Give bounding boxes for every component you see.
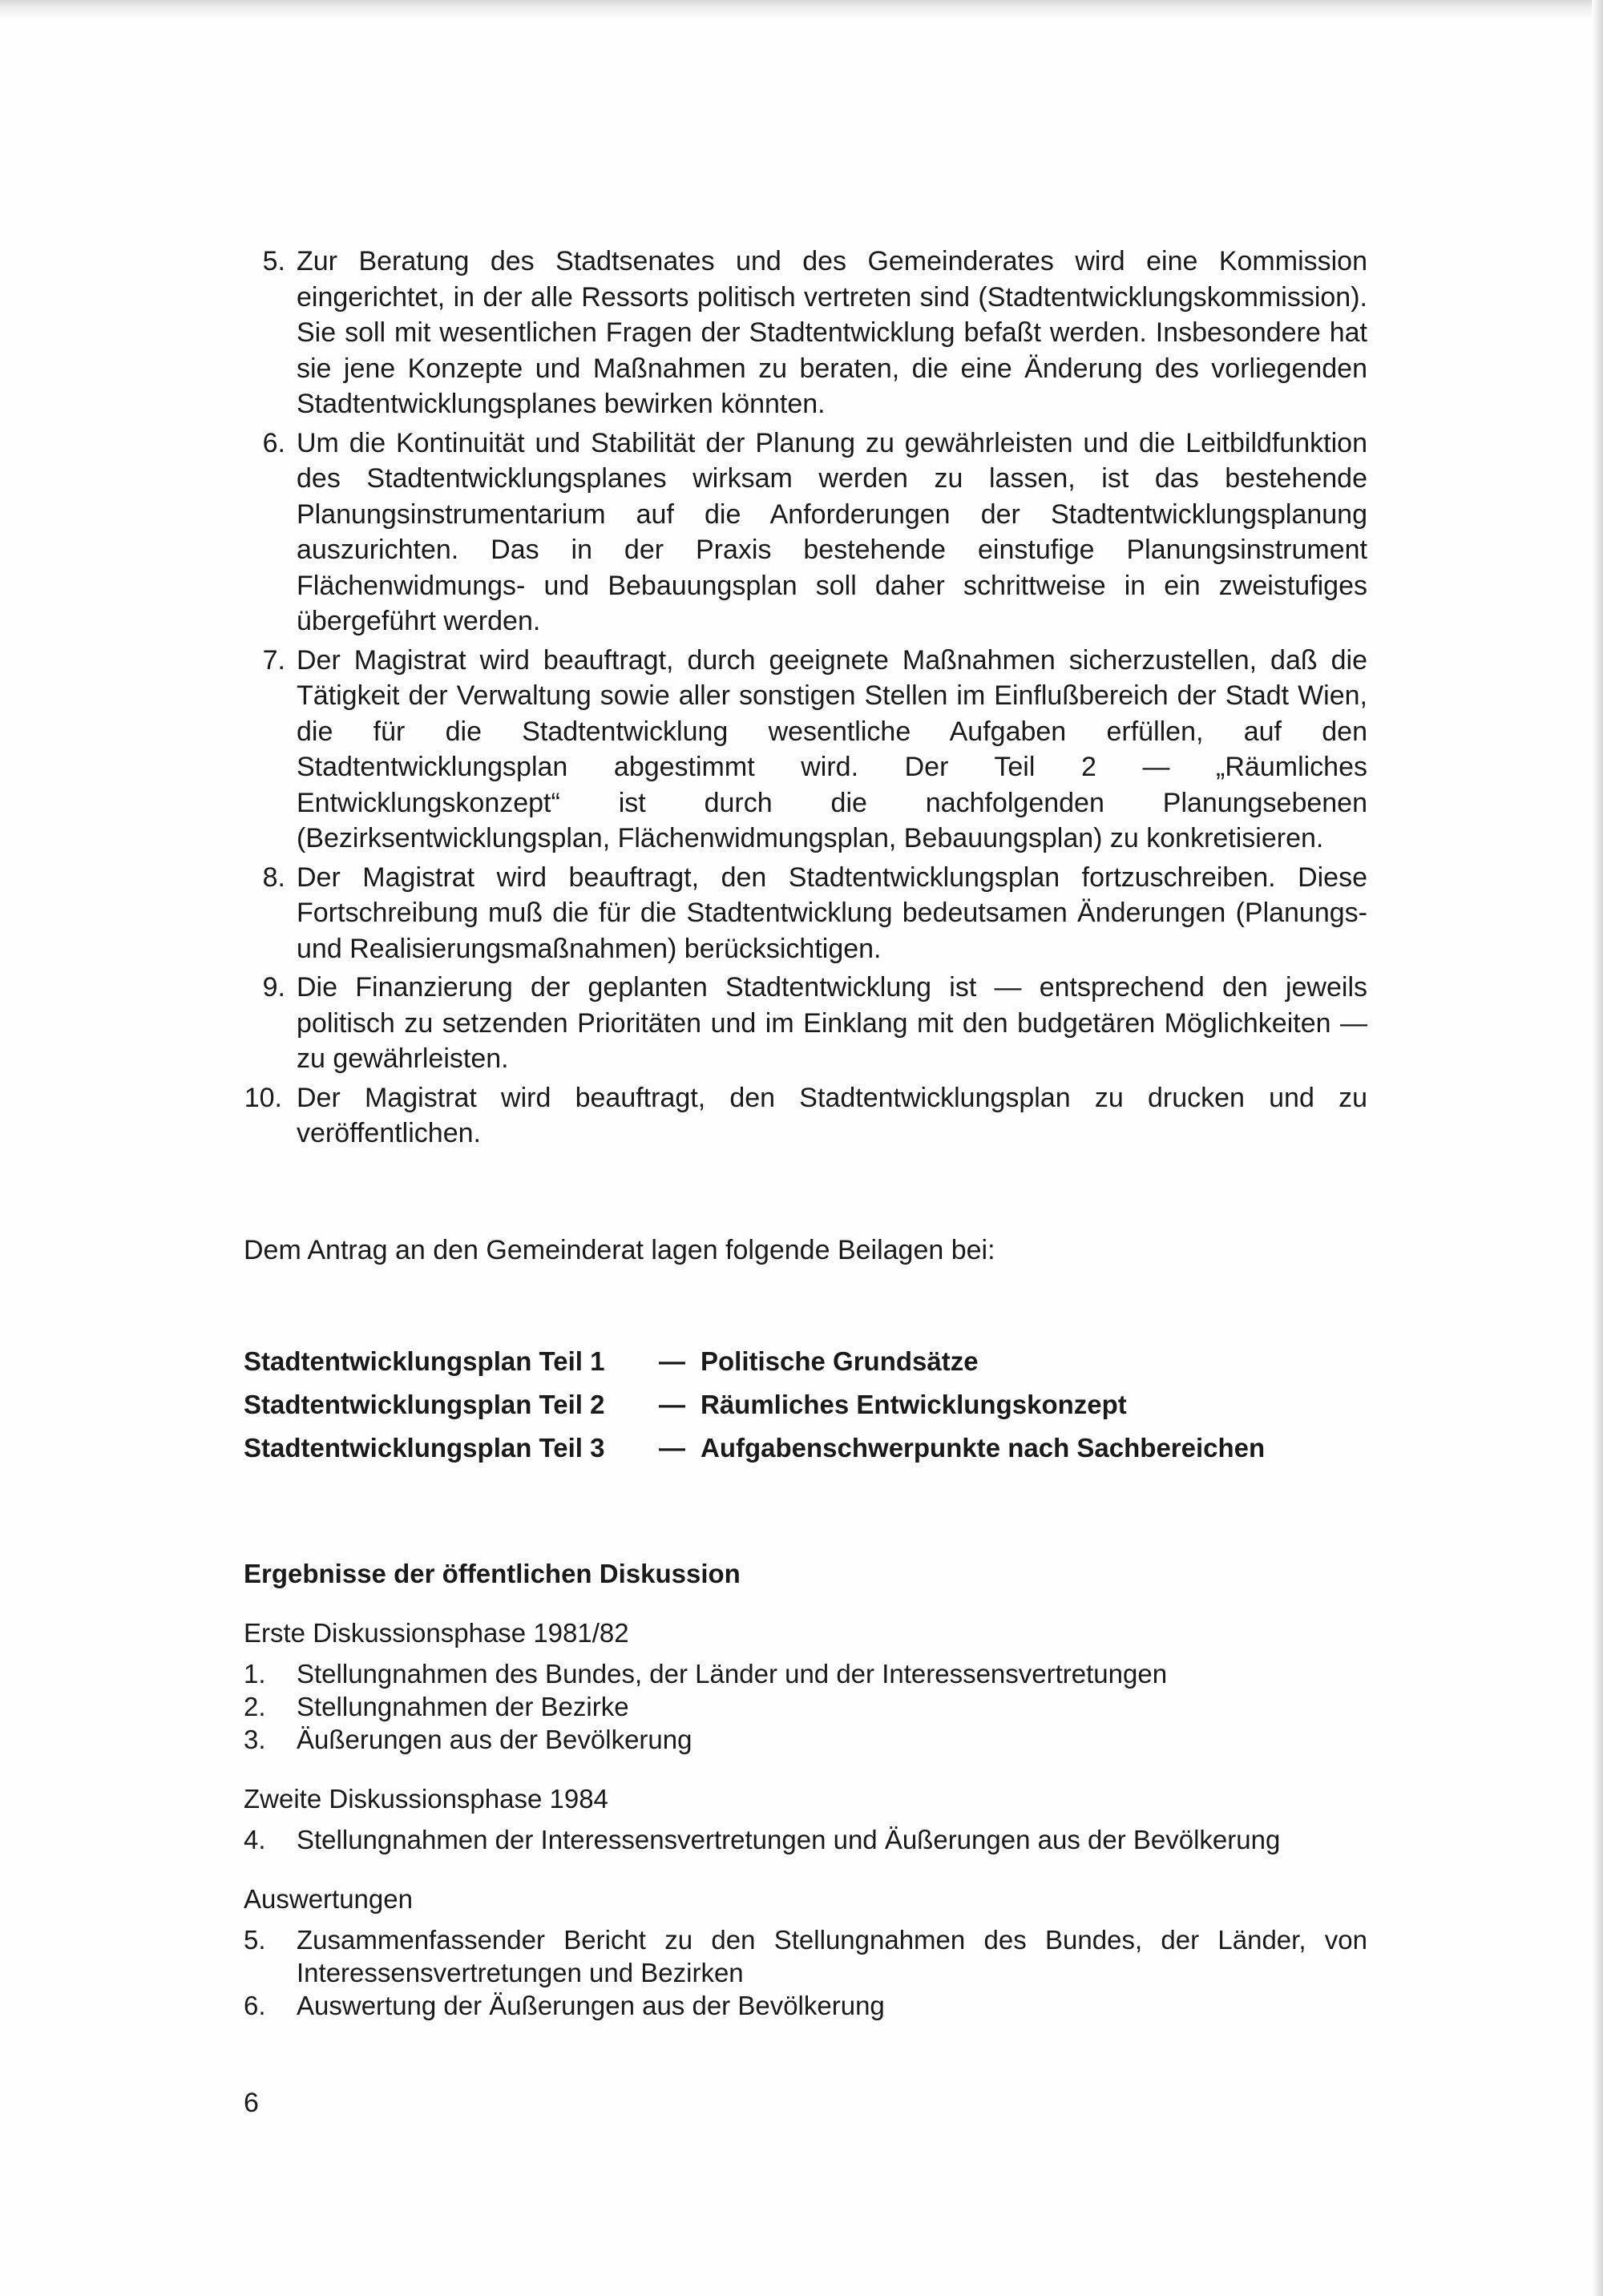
list-item [244,1657,1367,1690]
item-number: 5. [262,246,285,276]
item-text: Stellungnahmen der Bezirke [297,1691,629,1721]
item-number: 6. [262,427,285,458]
attachment-title: Räumliches Entwicklungskonzept [701,1389,1127,1419]
item-number: 3. [244,1724,266,1754]
list-item [244,1080,1367,1152]
item-text: Äußerungen aus der Bevölkerung [297,1724,692,1754]
list-item [244,1923,1367,1989]
item-number: 5. [244,1924,266,1955]
attachment-part: Stadtentwicklungsplan Teil 1 [244,1346,605,1376]
attachment-row [244,1426,1367,1470]
attachment-row [244,1383,1367,1426]
item-number: 6. [244,1990,266,2020]
phase-heading: Auswertungen [244,1883,413,1914]
phase-list [244,1823,1367,1856]
list-item [244,1823,1367,1856]
attachments-intro: Dem Antrag an den Gemeinderat lagen folgende Beilagen bei: [244,1234,995,1265]
list-item [244,1989,1367,2022]
phase-list [244,1923,1367,2022]
item-text: Auswertung der Äußerungen aus der Bevölkerung [297,1990,885,2020]
list-item [244,244,1367,422]
list-item [244,860,1367,967]
item-number: 10. [244,1082,282,1113]
item-text: Der Magistrat wird beauftragt, den Stadtentwicklungsplan zu drucken und zu veröffentlichen. [297,1082,1367,1148]
item-text: Stellungnahmen des Bundes, der Länder und der Interessensvertretungen [297,1658,1168,1689]
page-content [244,244,1367,2022]
attachment-part: Stadtentwicklungsplan Teil 2 [244,1389,605,1419]
scan-edge-right [1592,0,1603,2296]
item-number: 9. [262,972,285,1003]
list-item [244,643,1367,857]
item-text: Zusammenfassender Bericht zu den Stellungnahmen des Bundes, der Länder, von Interessensvertretungen und Bezirken [297,1924,1367,1987]
phase-heading: Zweite Diskussionsphase 1984 [244,1783,608,1814]
item-text: Der Magistrat wird beauftragt, den Stadtentwicklungsplan fortzuschreiben. Diese Fortschreibung muß die für die Stadtentwicklung bedeutsamen Änderungen (Planungs- und Realisierungsmaßnahmen) berücksichtigen. [297,862,1367,964]
item-number: 7. [262,644,285,676]
resolution-list [244,244,1367,1152]
list-item [244,1690,1367,1723]
attachment-dash: — [659,1432,685,1463]
attachment-part: Stadtentwicklungsplan Teil 3 [244,1432,605,1463]
scan-edge-top [0,0,1603,18]
attachments-list [244,1340,1367,1470]
attachment-dash: — [659,1346,685,1376]
phase-list [244,1657,1367,1756]
list-item [244,426,1367,640]
section-heading: Ergebnisse der öffentlichen Diskussion [244,1558,741,1588]
page-number: 6 [244,2088,259,2118]
phase-heading: Erste Diskussionsphase 1981/82 [244,1617,629,1648]
item-number: 4. [244,1824,266,1854]
item-text: Um die Kontinuität und Stabilität der Planung zu gewährleisten und die Leitbildfunktion des Stadtentwicklungsplanes wirksam werden zu lassen, ist das bestehende Planungsinstrumentarium auf die Anforderungen der Stadtentwicklungsplanung auszurichten. Das in der Praxis bestehende einstufige Planungsinstrument Flächenwidmungs- und Bebauungsplan soll daher schrittweise in ein zweistufiges übergeführt werden. [297,427,1367,636]
item-text: Stellungnahmen der Interessensvertretungen und Äußerungen aus der Bevölkerung [297,1824,1281,1854]
item-text: Die Finanzierung der geplanten Stadtentwicklung ist — entsprechend den jeweils politisch zu setzenden Prioritäten und im Einklang mit den budgetären Möglichkeiten — zu gewährleisten. [297,972,1367,1074]
attachment-row [244,1340,1367,1383]
attachment-title: Aufgabenschwerpunkte nach Sachbereichen [701,1432,1266,1463]
item-number: 8. [262,862,285,893]
attachment-title: Politische Grundsätze [701,1346,979,1376]
attachment-dash: — [659,1389,685,1419]
item-text: Der Magistrat wird beauftragt, durch geeignete Maßnahmen sicherzustellen, daß die Tätigkeit der Verwaltung sowie aller sonstigen Stellen im Einflußbereich der Stadt Wien, die für die Stadtentwicklung wesentliche Aufgaben erfüllen, auf den Stadtentwicklungsplan abgestimmt wird. Der Teil 2 — „Räumliches Entwicklungskonzept“ ist durch die nachfolgenden Planungsebenen (Bezirksentwicklungsplan, Flächenwidmungsplan, Bebauungsplan) zu konkretisieren. [297,644,1367,853]
item-text: Zur Beratung des Stadtsenates und des Gemeinderates wird eine Kommission eingerichtet, in der alle Ressorts politisch vertreten sind (Stadtentwicklungskommission). Sie soll mit wesentlichen Fragen der Stadtentwicklung befaßt werden. Insbesondere hat sie jene Konzepte und Maßnahmen zu beraten, die eine Änderung des vorliegenden Stadtentwicklungsplanes bewirken könnten. [297,246,1367,419]
item-number: 1. [244,1658,266,1689]
list-item [244,970,1367,1077]
list-item [244,1723,1367,1756]
item-number: 2. [244,1691,266,1721]
